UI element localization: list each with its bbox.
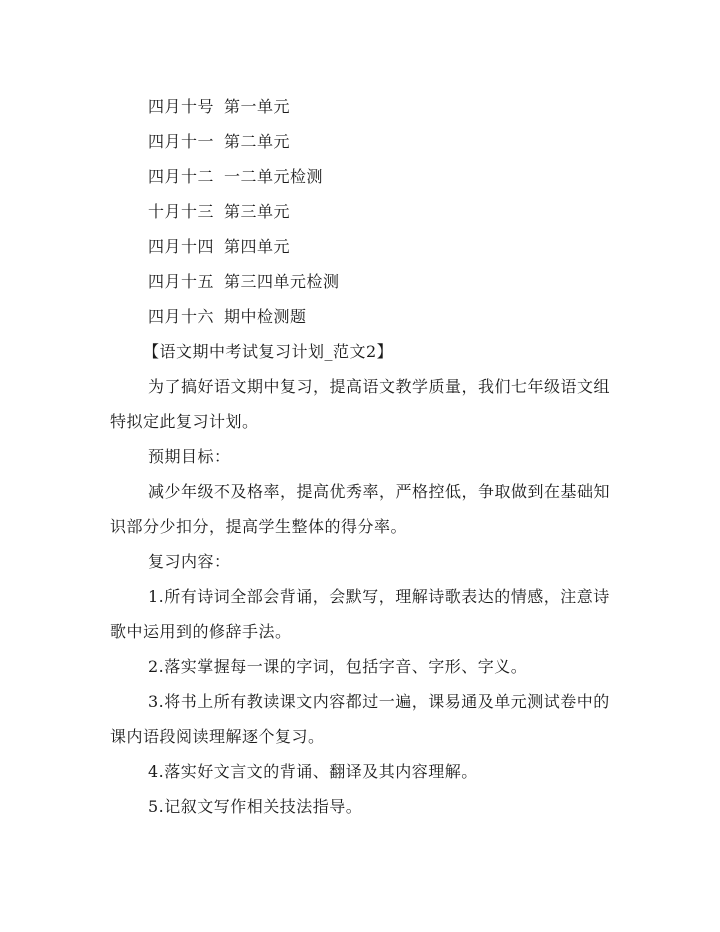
- review-item-1-continued: 歌中运用到的修辞手法。: [110, 622, 292, 641]
- schedule-content: 一二单元检测: [224, 167, 324, 186]
- schedule-date: 四月十号: [148, 97, 215, 116]
- intro-paragraph-line: 特拟定此复习计划。: [110, 412, 259, 431]
- schedule-row: [148, 307, 307, 327]
- goal-paragraph-line: 识部分少扣分，提高学生整体的得分率。: [110, 517, 408, 536]
- schedule-content: 期中检测题: [224, 307, 307, 326]
- review-item-3: 3.将书上所有教读课文内容都过一遍，课易通及单元测试卷中的: [148, 692, 610, 711]
- schedule-content: 第三单元: [224, 202, 291, 221]
- review-item-4: 4.落实好文言文的背诵、翻译及其内容理解。: [148, 762, 478, 781]
- review-item-2: 2.落实掌握每一课的字词，包括字音、字形、字义。: [148, 657, 528, 676]
- goal-heading: 预期目标：: [148, 447, 231, 466]
- schedule-row: [148, 202, 290, 222]
- section-title: 【语文期中考试复习计划_范文2】: [143, 342, 394, 361]
- schedule-row: [148, 132, 290, 152]
- schedule-content: 第三四单元检测: [224, 272, 340, 291]
- schedule-date: 四月十五: [148, 272, 215, 291]
- schedule-row: [148, 97, 290, 117]
- schedule-date: 四月十二: [148, 167, 215, 186]
- goal-paragraph-line: 减少年级不及格率，提高优秀率，严格控低，争取做到在基础知: [148, 482, 611, 501]
- schedule-content: 第一单元: [224, 97, 291, 116]
- schedule-row: [148, 237, 290, 257]
- content-heading: 复习内容：: [148, 552, 231, 571]
- schedule-row: [148, 272, 340, 292]
- schedule-date: 四月十六: [148, 307, 215, 326]
- schedule-date: 十月十三: [148, 202, 215, 221]
- review-item-3-continued: 课内语段阅读理解逐个复习。: [110, 727, 325, 746]
- intro-paragraph-line: 为了搞好语文期中复习，提高语文教学质量，我们七年级语文组: [148, 377, 611, 396]
- schedule-content: 第二单元: [224, 132, 291, 151]
- schedule-date: 四月十一: [148, 132, 215, 151]
- schedule-row: [148, 167, 323, 187]
- review-item-5: 5.记叙文写作相关技法指导。: [148, 797, 363, 816]
- review-item-1: 1.所有诗词全部会背诵，会默写，理解诗歌表达的情感，注意诗: [148, 587, 610, 606]
- schedule-date: 四月十四: [148, 237, 215, 256]
- schedule-content: 第四单元: [224, 237, 291, 256]
